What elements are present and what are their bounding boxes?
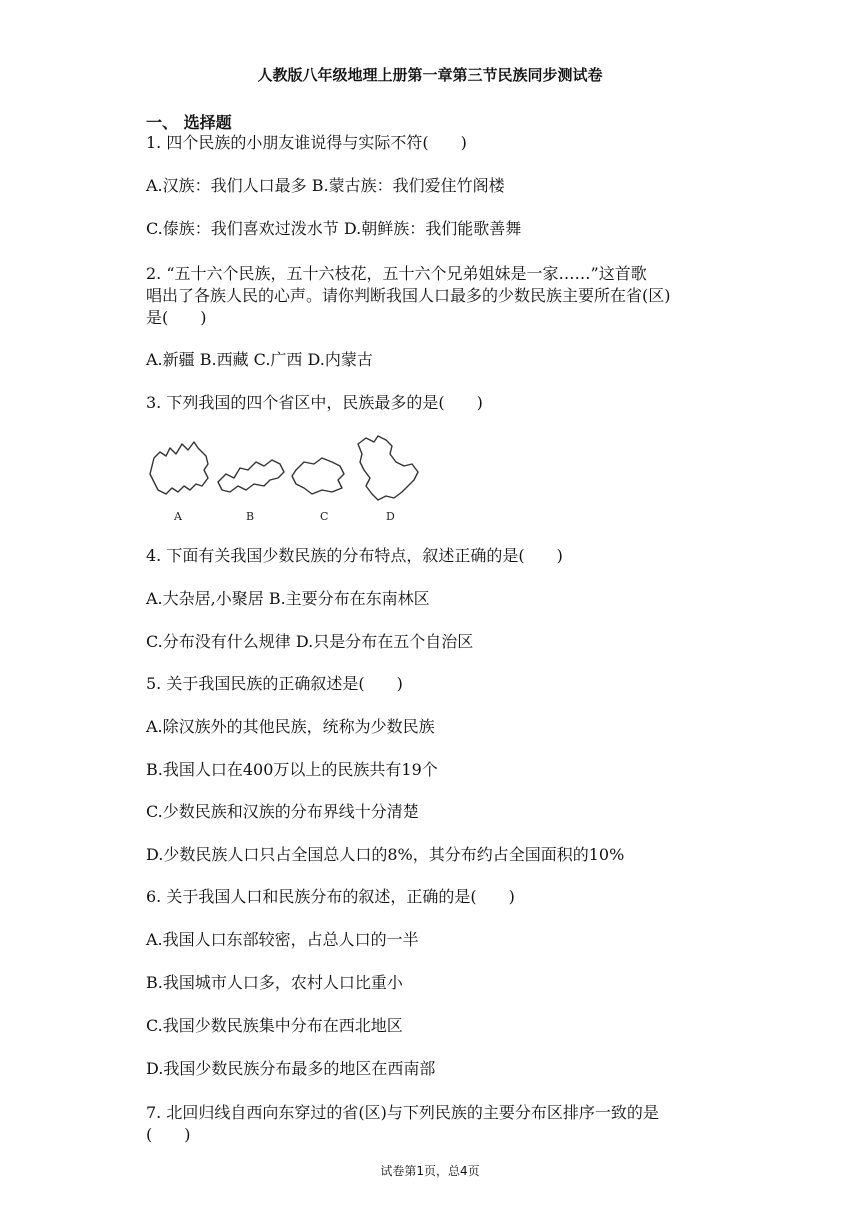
figure-label-a: A (174, 510, 182, 523)
figure-label-b: B (246, 510, 255, 523)
page-title: 人教版八年级地理上册第一章第三节民族同步测试卷 (257, 66, 603, 84)
q4-options-ab: A.大杂居,小聚居 B.主要分布在东南林区 (146, 589, 430, 608)
q5-stem: 5. 关于我国民族的正确叙述是( ) (146, 674, 403, 693)
q5-option-c: C.少数民族和汉族的分布界线十分清楚 (146, 802, 419, 821)
province-outline-d (358, 436, 418, 500)
q7-stem-line1: 7. 北回归线自西向东穿过的省(区)与下列民族的主要分布区排序一致的是 (146, 1103, 659, 1122)
q2-stem-line2: 唱出了各族人民的心声。请你判断我国人口最多的少数民族主要所在省(区) (146, 286, 671, 305)
q6-stem: 6. 关于我国人口和民族分布的叙述，正确的是( ) (146, 887, 515, 906)
q4-options-cd: C.分布没有什么规律 D.只是分布在五个自治区 (146, 632, 474, 651)
q1-options-ab: A.汉族：我们人口最多 B.蒙古族：我们爱住竹阁楼 (146, 176, 505, 195)
q5-option-b: B.我国人口在400万以上的民族共有19个 (146, 760, 438, 779)
q1-options-cd: C.傣族：我们喜欢过泼水节 D.朝鲜族：我们能歌善舞 (146, 219, 522, 238)
q5-option-d: D.少数民族人口只占全国总人口的8%，其分布约占全国面积的10% (146, 845, 625, 864)
q2-stem-line3: 是( ) (146, 308, 207, 327)
province-outline-b (218, 460, 284, 492)
figure-label-d: D (386, 510, 395, 523)
q6-option-b: B.我国城市人口多，农村人口比重小 (146, 973, 403, 992)
q2-stem-line1: 2. “五十六个民族，五十六枝花，五十六个兄弟姐妹是一家……”这首歌 (146, 264, 647, 283)
q6-option-d: D.我国少数民族分布最多的地区在西南部 (146, 1059, 436, 1078)
q7-stem-line2: ( ) (146, 1125, 191, 1144)
province-outline-c (292, 458, 344, 494)
q3-stem: 3. 下列我国的四个省区中，民族最多的是( ) (146, 393, 483, 412)
q4-stem: 4. 下面有关我国少数民族的分布特点，叙述正确的是( ) (146, 546, 563, 565)
page-footer: 试卷第1页，总4页 (380, 1164, 480, 1178)
q5-option-a: A.除汉族外的其他民族，统称为少数民族 (146, 717, 435, 736)
q1-stem: 1. 四个民族的小朋友谁说得与实际不符( ) (146, 133, 467, 152)
section-heading: 一、 选择题 (146, 113, 232, 132)
province-outline-a (150, 442, 208, 494)
province-outlines-figure (146, 434, 426, 526)
q2-options: A.新疆 B.西藏 C.广西 D.内蒙古 (146, 350, 373, 369)
q6-option-a: A.我国人口东部较密，占总人口的一半 (146, 930, 419, 949)
figure-label-c: C (320, 510, 329, 523)
q6-option-c: C.我国少数民族集中分布在西北地区 (146, 1016, 403, 1035)
